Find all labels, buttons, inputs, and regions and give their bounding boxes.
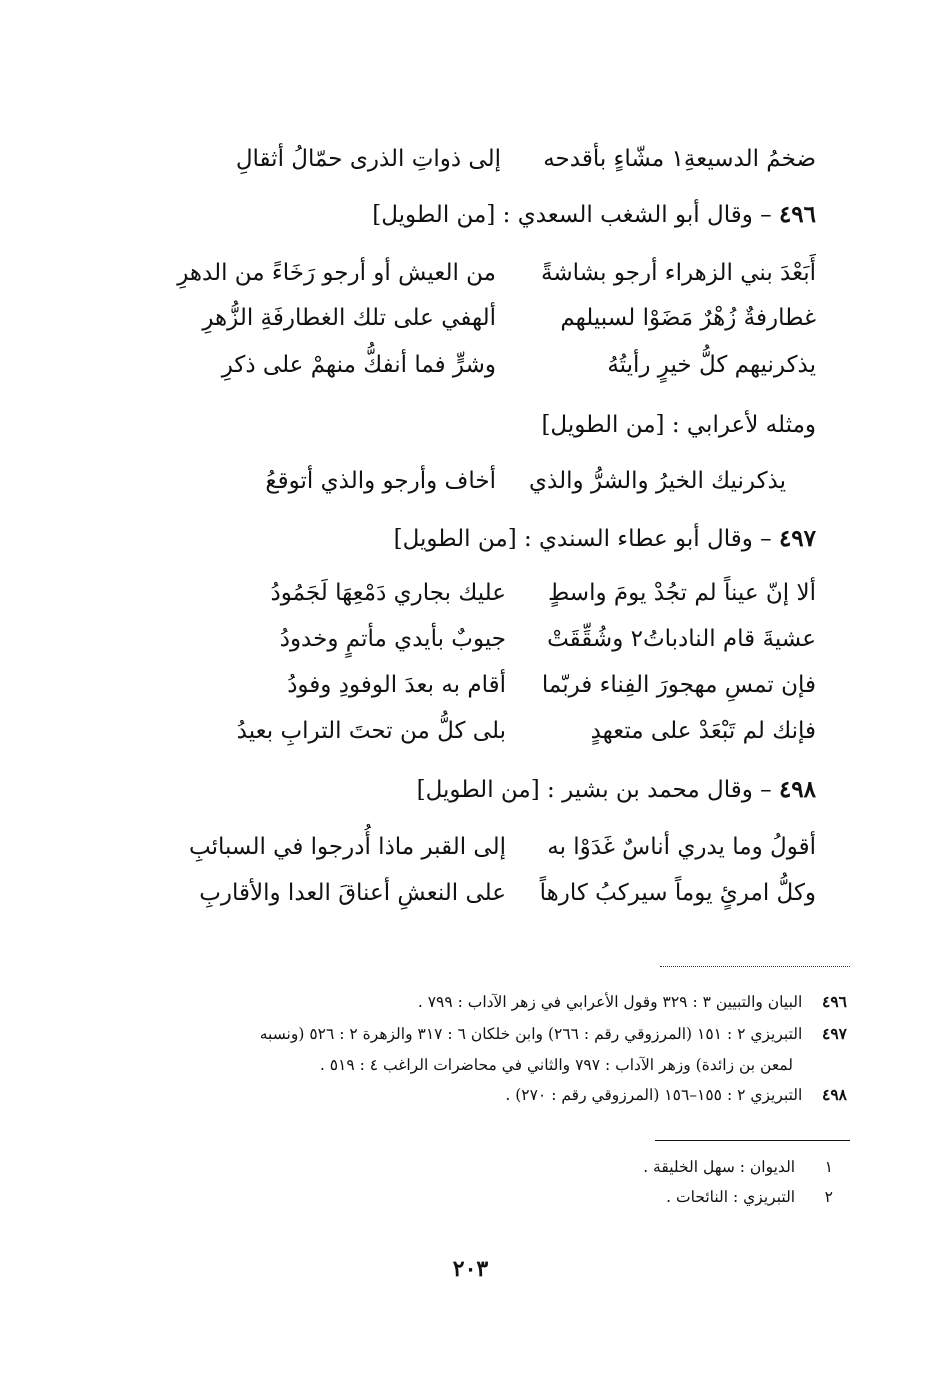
- verse-hemistich-first: ضخمُ الدسيعةِ١ مشّاءٍ بأقدحه: [543, 146, 816, 172]
- references-separator: [660, 966, 850, 967]
- section-heading-text: – وقال أبو الشغب السعدي : [من الطويل]: [372, 202, 772, 228]
- verse-hemistich-second: إلى القبر ماذا أُدرجوا في السبائبِ: [189, 834, 506, 860]
- reference-text: البيان والتبيين ٣ : ٣٢٩ وقول الأعرابي في زهر الآداب : ٧٩٩ .: [417, 993, 803, 1011]
- reference-entry: [418, 992, 847, 1012]
- verse-hemistich-first: وكلُّ امرئٍ يوماً سيركبُ كارهاً: [539, 880, 816, 906]
- reference-entry: [505, 1085, 847, 1105]
- verse-hemistich-second: عليك بجاري دَمْعِهَا لَجَمُودُ: [270, 580, 506, 606]
- verse-hemistich-first: عشيةَ قام النادباتُ٢ وشُقِّقَتْ: [547, 626, 816, 652]
- reference-continuation: لمعن بن زائدة) وزهر الآداب : ٧٩٧ والثاني في محاضرات الراغب ٤ : ٥١٩ .: [319, 1056, 793, 1074]
- notes-separator: [655, 1140, 850, 1141]
- verse-line: [216, 626, 816, 670]
- section-heading-498: [417, 776, 816, 803]
- verse-hemistich-second: بلى كلُّ من تحتَ الترابِ بعيدُ: [236, 718, 506, 744]
- reference-number: ٤٩٦: [822, 992, 847, 1011]
- verse-hemistich-second: ألهفي على تلك الغطارفَةِ الزُّهرِ: [202, 305, 496, 331]
- verse-line: [199, 880, 816, 924]
- note-text: التبريزي : النائحات .: [666, 1188, 796, 1206]
- verse-line: [216, 580, 816, 624]
- reference-entry: [260, 1024, 847, 1044]
- verse-hemistich-second: أقام به بعدَ الوفودِ وفودُ: [287, 672, 506, 698]
- verse-hemistich-first: يذكرنيك الخيرُ والشرُّ والذي: [529, 468, 786, 494]
- verse-line: [216, 352, 816, 396]
- verse-hemistich-second: على النعشِ أعناقَ العدا والأقاربِ: [199, 880, 506, 906]
- verse-hemistich-first: فإنك لم تَبْعَدْ على متعهدٍ: [590, 718, 816, 744]
- verse-line: [216, 718, 816, 762]
- verse-hemistich-first: غطارفةٌ زُهْرٌ مَضَوْا لسبيلهم: [560, 305, 816, 331]
- reference-number: ٤٩٧: [822, 1024, 847, 1043]
- verse-line: [189, 834, 816, 878]
- verse-hemistich-first: أقولُ وما يدري أناسٌ غَدَوْا به: [547, 834, 816, 860]
- verse-hemistich-first: أَبَعْدَ بني الزهراء أرجو بشاشةً: [541, 260, 816, 286]
- section-heading-text: – وقال أبو عطاء السندي : [من الطويل]: [393, 526, 772, 552]
- note-entry: [666, 1187, 833, 1207]
- section-number: ٤٩٨: [778, 776, 816, 803]
- verse-hemistich-first: فإن تمسِ مهجورَ الفِناء فربّما: [541, 672, 816, 698]
- note-number: ٢: [824, 1188, 833, 1206]
- reference-number: ٤٩٨: [822, 1085, 847, 1104]
- verse-line: [177, 260, 816, 304]
- reference-text: التبريزي ٢ : ١٥٥–١٥٦ (المرزوقي رقم : ٢٧٠) .: [505, 1086, 803, 1104]
- verse-hemistich-second: جيوبٌ بأيدي مأتمٍ وخدودُ: [279, 626, 506, 652]
- verse-line: [226, 468, 786, 512]
- verse-hemistich-second: أخاف وأرجو والذي أتوقعُ: [265, 468, 496, 494]
- page-number: ٢٠٣: [452, 1256, 489, 1282]
- section-heading-496: [372, 201, 816, 228]
- note-entry: [643, 1157, 833, 1177]
- sub-heading: ومثله لأعرابي : [من الطويل]: [541, 412, 816, 438]
- reference-text: التبريزي ٢ : ١٥١ (المرزوقي رقم : ٢٦٦) وابن خلكان ٦ : ٣١٧ والزهرة ٢ : ٥٢٦ (ونسبه: [259, 1025, 803, 1043]
- verse-line: [216, 146, 816, 190]
- note-number: ١: [824, 1158, 833, 1176]
- verse-hemistich-first: يذكرنيهم كلُّ خيرٍ رأيتُهُ: [607, 352, 816, 378]
- verse-hemistich-first: ألا إنّ عيناً لم تجُدْ يومَ واسطٍ: [547, 580, 816, 606]
- verse-line: [216, 672, 816, 716]
- section-heading-text: – وقال محمد بن بشير : [من الطويل]: [416, 777, 772, 803]
- section-number: ٤٩٧: [778, 525, 816, 552]
- section-heading-497: [394, 525, 816, 552]
- note-text: الديوان : سهل الخليقة .: [643, 1158, 796, 1176]
- section-number: ٤٩٦: [778, 201, 816, 228]
- verse-line: [202, 305, 816, 349]
- verse-hemistich-second: من العيش أو أرجو رَخَاءً من الدهرِ: [177, 260, 496, 286]
- verse-hemistich-second: وشرٍّ فما أنفكُّ منهمْ على ذكرِ: [221, 352, 496, 378]
- verse-hemistich-second: إلى ذواتِ الذرى حمّالُ أثقالِ: [235, 146, 501, 172]
